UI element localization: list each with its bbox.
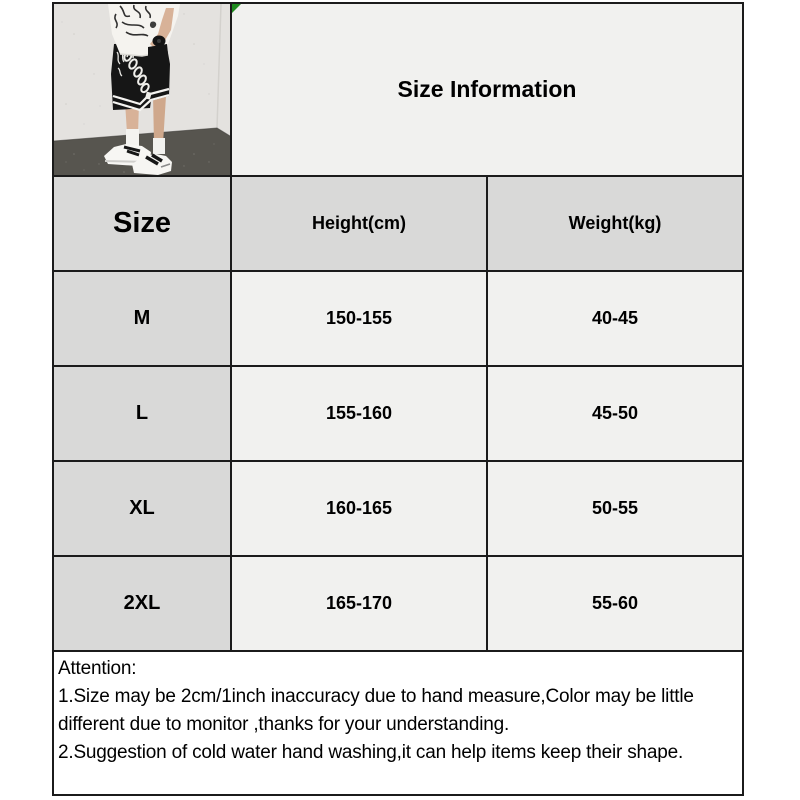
height-value: 160-165 xyxy=(232,462,486,555)
size-label-l: L xyxy=(54,367,230,460)
attention-note-box xyxy=(52,650,744,796)
attention-line-3: 2.Suggestion of cold water hand washing,it can help items keep their shape. xyxy=(58,742,684,763)
model-photo-illustration xyxy=(54,4,230,175)
product-photo xyxy=(54,4,230,175)
weight-value: 50-55 xyxy=(488,462,742,555)
column-header-size: Size xyxy=(54,177,230,270)
weight-value: 55-60 xyxy=(488,557,742,650)
column-header-weight: Weight(kg) xyxy=(488,177,742,270)
weight-value: 45-50 xyxy=(488,367,742,460)
size-table xyxy=(52,2,744,652)
height-value: 155-160 xyxy=(232,367,486,460)
page-title: Size Information xyxy=(397,76,577,103)
attention-line-1: 1.Size may be 2cm/1inch inaccuracy due to hand measure,Color may be little xyxy=(58,686,694,707)
weight-value: 40-45 xyxy=(488,272,742,365)
size-label-xl: XL xyxy=(54,462,230,555)
attention-heading: Attention: xyxy=(58,658,137,679)
size-information-title-cell xyxy=(232,4,742,175)
size-label-2xl: 2XL xyxy=(54,557,230,650)
height-value: 165-170 xyxy=(232,557,486,650)
size-label-m: M xyxy=(54,272,230,365)
height-value: 150-155 xyxy=(232,272,486,365)
column-header-height: Height(cm) xyxy=(232,177,486,270)
green-corner-flag-icon xyxy=(232,4,241,13)
attention-line-2: different due to monitor ,thanks for your understanding. xyxy=(58,714,510,735)
